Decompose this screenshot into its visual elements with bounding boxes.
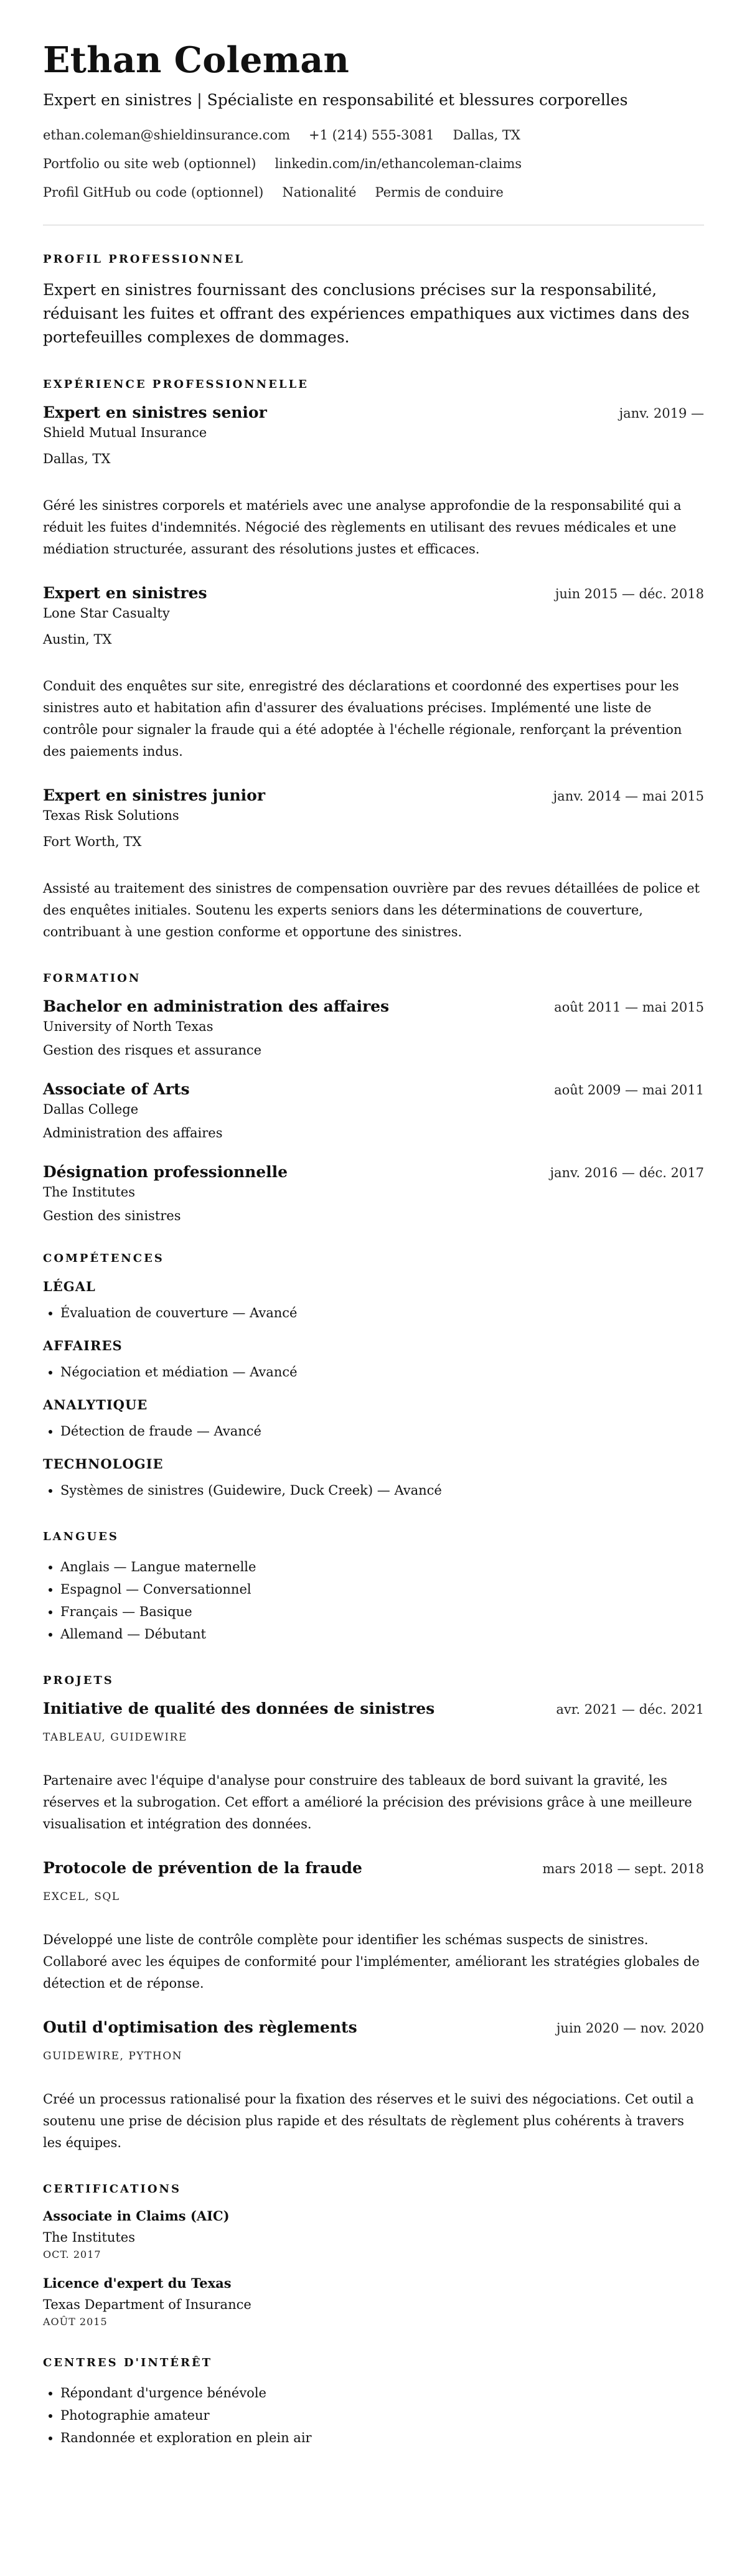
projects-section [43,1674,704,2154]
job-dates: juin 2015 — déc. 2018 [555,586,704,602]
nationality: Nationalité [282,185,357,200]
contact-row-2 [43,156,704,171]
school: The Institutes [43,1185,135,1200]
certifications-section [43,2183,704,2328]
certification-entry [43,2208,704,2260]
company: Shield Mutual Insurance [43,425,207,441]
phone: +1 (214) 555-3081 [309,128,435,143]
certification-name: Licence d'expert du Texas [43,2275,232,2292]
github-link[interactable]: Profil GitHub ou code (optionnel) [43,185,264,200]
interest-item: • Randonnée et exploration en plein air [60,2427,704,2449]
project-entry [43,1859,704,1995]
field-of-study: Gestion des risques et assurance [43,1043,262,1058]
project-entry [43,1699,704,1835]
language-item: • Espagnol — Conversationnel [60,1578,704,1601]
school: Dallas College [43,1102,139,1117]
certification-date: AOÛT 2015 [43,2316,108,2328]
language-item: • Allemand — Débutant [60,1623,704,1645]
interest-item: • Photographie amateur [60,2404,704,2427]
project-tech: TABLEAU, GUIDEWIRE [43,1731,187,1744]
experience-entry [43,403,704,560]
section-title: EXPÉRIENCE PROFESSIONNELLE [43,378,309,392]
skill-category: AFFAIRES [43,1338,123,1354]
field-of-study: Gestion des sinistres [43,1208,181,1224]
job-description: Conduit des enquêtes sur site, enregistré des déclarations et coordonné des expertises pour les sinistres auto et habitation afin d'assurer des évaluations précises. Implémenté une liste de contrôle pour signaler la fraude qui a été adoptée à l'échelle régionale, renforçant la prévention des paiements indus. [43,679,682,759]
certification-name: Associate in Claims (AIC) [43,2208,230,2224]
degree: Désignation professionnelle [43,1163,288,1182]
skill-item: • Négociation et médiation — Avancé [60,1361,704,1383]
section-title: CERTIFICATIONS [43,2183,181,2196]
company: Lone Star Casualty [43,606,170,621]
job-title: Expert en sinistres [43,584,207,603]
certification-date: OCT. 2017 [43,2249,101,2261]
skill-category: TECHNOLOGIE [43,1456,164,1472]
certification-entry [43,2275,704,2328]
languages-section [43,1530,704,1645]
job-location: Austin, TX [43,632,112,647]
company: Texas Risk Solutions [43,808,179,824]
contact-row-1 [43,128,704,143]
section-title: CENTRES D'INTÉRÊT [43,2356,213,2370]
headline: Expert en sinistres | Spécialiste en responsabilité et blessures corporelles [43,90,628,109]
degree: Bachelor en administration des affaires [43,997,390,1016]
interests-section [43,2356,704,2449]
contact-row-3 [43,185,704,200]
interest-list [43,2382,704,2449]
location: Dallas, TX [453,128,520,143]
education-section [43,972,704,1223]
skill-item: • Systèmes de sinistres (Guidewire, Duck Creek) — Avancé [60,1479,704,1502]
experience-entry [43,584,704,763]
linkedin-link[interactable]: linkedin.com/in/ethancoleman-claims [275,156,522,172]
skill-list [43,1302,704,1324]
project-tech: EXCEL, SQL [43,1891,120,1904]
job-location: Fort Worth, TX [43,834,142,850]
profile-section [43,253,704,349]
skills-section [43,1252,704,1502]
project-dates: avr. 2021 — déc. 2021 [556,1702,704,1718]
project-name: Initiative de qualité des données de sinistres [43,1699,435,1718]
skill-item: • Évaluation de couverture — Avancé [60,1302,704,1324]
certification-issuer: The Institutes [43,2230,135,2245]
education-dates: août 2011 — mai 2015 [554,1000,704,1015]
project-dates: juin 2020 — nov. 2020 [556,2021,704,2036]
candidate-name: Ethan Coleman [43,39,350,81]
degree: Associate of Arts [43,1080,190,1099]
job-dates: janv. 2014 — mai 2015 [553,789,704,804]
section-title: FORMATION [43,972,141,985]
job-title: Expert en sinistres senior [43,403,267,422]
section-title: LANGUES [43,1530,119,1544]
language-item: • Anglais — Langue maternelle [60,1556,704,1578]
project-dates: mars 2018 — sept. 2018 [542,1861,704,1877]
job-title: Expert en sinistres junior [43,786,266,805]
skill-category: LÉGAL [43,1279,96,1295]
education-dates: août 2009 — mai 2011 [554,1083,704,1098]
project-tech: GUIDEWIRE, PYTHON [43,2050,183,2063]
project-description: Partenaire avec l'équipe d'analyse pour construire des tableaux de bord suivant la gravité, les réserves et la subrogation. Cet effort a amélioré la précision des prévisions grâce à une meilleure visualisation et intégration des données. [43,1773,692,1832]
project-description: Créé un processus rationalisé pour la fixation des réserves et le suivi des négociations. Cet outil a soutenu une prise de décision plus rapide et des résultats de règlement plus cohérents à travers les équipes. [43,2092,694,2151]
job-location: Dallas, TX [43,451,111,467]
language-list [43,1556,704,1645]
education-entry [43,1163,704,1223]
section-title: COMPÉTENCES [43,1252,164,1266]
portfolio-link[interactable]: Portfolio ou site web (optionnel) [43,156,256,172]
education-entry [43,997,704,1058]
project-description: Développé une liste de contrôle complète pour identifier les schémas suspects de sinistres. Collaboré avec les équipes de conformité pour l'implémenter, améliorant les stratégies globales de détection et de réponse. [43,1932,700,1991]
job-dates: janv. 2019 — [619,406,704,421]
driving-license: Permis de conduire [375,185,504,200]
job-description: Géré les sinistres corporels et matériels avec une analyse approfondie de la responsabilité qui a réduit les fuites d'indemnités. Négocié des règlements en utilisant des revues médicales et une médiation structurée, assurant des résolutions justes et efficaces. [43,498,682,557]
section-title: PROJETS [43,1674,114,1688]
interest-item: • Répondant d'urgence bénévole [60,2382,704,2404]
certification-issuer: Texas Department of Insurance [43,2297,251,2313]
section-title: PROFIL PROFESSIONNEL [43,253,245,266]
experience-section [43,378,704,943]
project-name: Protocole de prévention de la fraude [43,1859,362,1878]
language-item: • Français — Basique [60,1601,704,1623]
experience-entry [43,786,704,943]
profile-summary: Expert en sinistres fournissant des conclusions précises sur la responsabilité, réduisant les fuites et offrant des expériences empathiques aux victimes dans des portefeuilles complexes de dommages. [43,281,690,347]
skill-item: • Détection de fraude — Avancé [60,1420,704,1442]
project-entry [43,2018,704,2154]
education-entry [43,1080,704,1140]
education-dates: janv. 2016 — déc. 2017 [550,1165,704,1181]
job-description: Assisté au traitement des sinistres de compensation ouvrière par des revues détaillées de police et des enquêtes initiales. Soutenu les experts seniors dans les déterminations de couverture, contribuant à une gestion conforme et opportune des sinistres. [43,881,700,940]
skill-category: ANALYTIQUE [43,1397,148,1413]
field-of-study: Administration des affaires [43,1126,223,1141]
project-name: Outil d'optimisation des règlements [43,2018,357,2037]
skill-list [43,1361,704,1383]
resume-header [43,41,704,200]
school: University of North Texas [43,1019,214,1035]
skill-list [43,1479,704,1502]
email-link[interactable]: ethan.coleman@shieldinsurance.com [43,128,291,143]
skill-list [43,1420,704,1442]
